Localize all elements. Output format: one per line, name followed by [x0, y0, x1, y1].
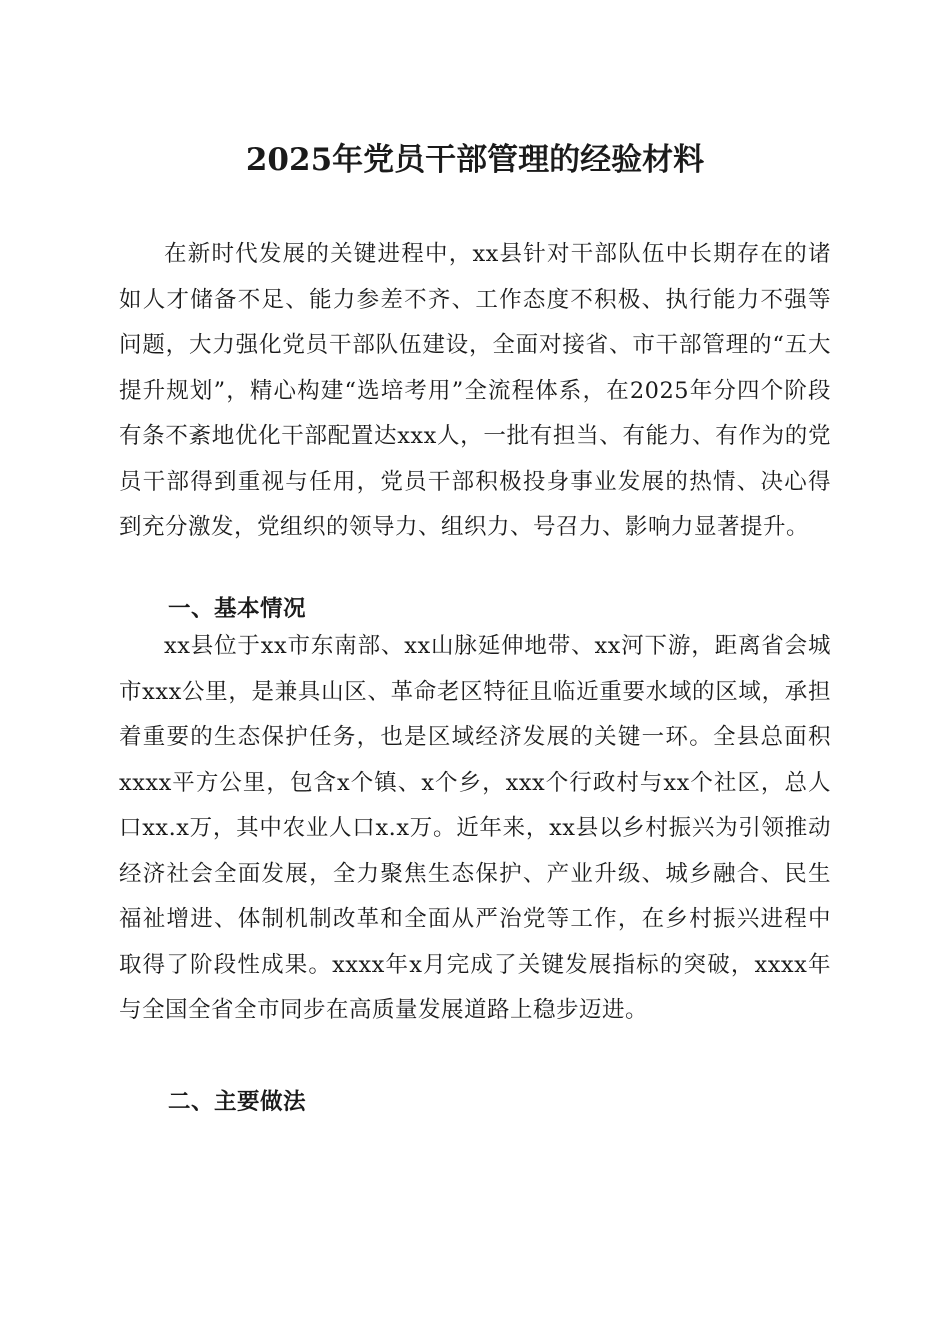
intro-paragraph: 在新时代发展的关键进程中，xx县针对干部队伍中长期存在的诸如人才储备不足、能力参差不齐、工作态度不积极、执行能力不强等问题，大力强化党员干部队伍建设，全面对接省、市干部管理的“五大提升规划”，精心构建“选培考用”全流程体系，在2025年分四个阶段有条不紊地优化干部配置达xxx人，一批有担当、有能力、有作为的党员干部得到重视与任用，党员干部积极投身事业发展的热情、决心得到充分激发，党组织的领导力、组织力、号召力、影响力显著提升。 [119, 241, 831, 540]
section-heading-basic-situation: 一、基本情况 [168, 596, 307, 622]
document-title: 2025年党员干部管理的经验材料 [245, 142, 705, 178]
section-heading-main-practices: 二、主要做法 [168, 1089, 307, 1115]
basic-situation-paragraph: xx县位于xx市东南部、xx山脉延伸地带、xx河下游，距离省会城市xxx公里，是兼具山区、革命老区特征且临近重要水域的区域，承担着重要的生态保护任务，也是区域经济发展的关键一环。全县总面积xxxx平方公里，包含x个镇、x个乡，xxx个行政村与xx个社区，总人口xx.x万，其中农业人口x.x万。近年来，xx县以乡村振兴为引领推动经济社会全面发展，全力聚焦生态保护、产业升级、城乡融合、民生福祉增进、体制机制改革和全面从严治党等工作，在乡村振兴进程中取得了阶段性成果。xxxx年x月完成了关键发展指标的突破，xxxx年与全国全省全市同步在高质量发展道路上稳步迈进。 [119, 633, 831, 1023]
